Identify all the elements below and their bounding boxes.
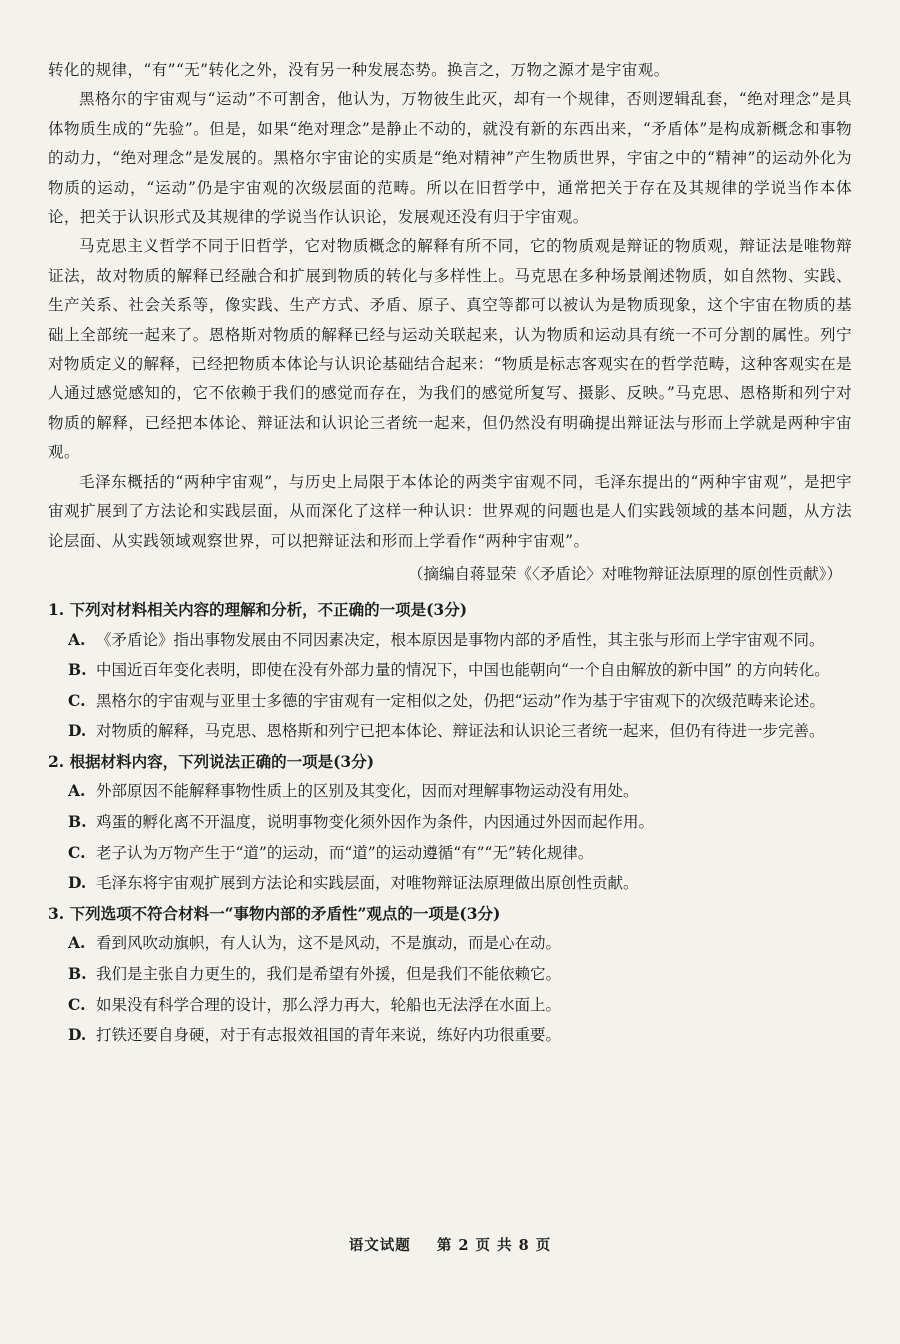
question-1 bbox=[48, 595, 852, 747]
question-2 bbox=[48, 747, 852, 899]
question-list bbox=[48, 595, 852, 1051]
option-text: 对物质的解释，马克思、恩格斯和列宁已把本体论、辩证法和认识论三者统一起来，但仍有待进一步完善。 bbox=[96, 722, 825, 741]
option-text: 打铁还要自身硬，对于有志报效祖国的青年来说，练好内功很重要。 bbox=[96, 1026, 562, 1045]
passage-source: （摘编自蒋显荣《〈矛盾论〉对唯物辩证法原理的原创性贡献》） bbox=[407, 564, 842, 583]
option-text: 老子认为万物产生于“道”的运动，而“道”的运动遵循“有”“无”转化规律。 bbox=[96, 843, 594, 862]
option-text: 鸡蛋的孵化离不开温度，说明事物变化须外因作为条件，内因通过外因而起作用。 bbox=[96, 813, 655, 832]
question-option bbox=[48, 655, 852, 686]
option-letter: C. bbox=[68, 690, 86, 710]
option-letter: A. bbox=[68, 781, 86, 801]
option-text: 《矛盾论》指出事物发展由不同因素决定，根本原因是事物内部的矛盾性，其主张与形而上学宇宙观不同。 bbox=[96, 630, 825, 649]
passage-paragraph: 黑格尔的宇宙观与“运动”不可割舍，他认为，万物彼生此灭，却有一个规律，否则逻辑乱套，“绝对理念”是具体物质生成的“先验”。但是，如果“绝对理念”是静止不动的，就没有新的东西出来，“矛盾体”是构成新概念和事物的动力，“绝对理念”是发展的。黑格尔宇宙论的实质是“绝对精神”产生物质世界，宇宙之中的“精神”的运动外化为物质的运动，“运动”仍是宇宙观的次级层面的范畴。所以在旧哲学中，通常把关于存在及其规律的学说当作本体论，把关于认识形式及其规律的学说当作认识论，发展观还没有归于宇宙观。 bbox=[48, 90, 852, 227]
option-text: 毛泽东将宇宙观扩展到方法论和实践层面，对唯物辩证法原理做出原创性贡献。 bbox=[96, 874, 639, 893]
option-letter: A. bbox=[68, 629, 86, 649]
option-text: 我们是主张自力更生的，我们是希望有外援，但是我们不能依赖它。 bbox=[96, 965, 562, 984]
option-text: 外部原因不能解释事物性质上的区别及其变化，因而对理解事物运动没有用处。 bbox=[96, 782, 639, 801]
question-stem: 1. 下列对材料相关内容的理解和分析，不正确的一项是(3分) bbox=[48, 599, 468, 619]
reading-passage bbox=[48, 56, 852, 589]
option-text: 中国近百年变化表明，即使在没有外部力量的情况下，中国也能朝向“一个自由解放的新中国” 的方向转化。 bbox=[96, 661, 830, 680]
option-letter: D. bbox=[68, 721, 87, 741]
passage-paragraph: 毛泽东概括的“两种宇宙观”，与历史上局限于本体论的两类宇宙观不同，毛泽东提出的“两种宇宙观”，是把宇宙观扩展到了方法论和实践层面，从而深化了这样一种认识：世界观的问题也是人们实践领域的基本问题，从方法论层面、从实践领域观察世界，可以把辩证法和形而上学看作“两种宇宙观”。 bbox=[48, 472, 852, 550]
option-letter: B. bbox=[68, 660, 87, 680]
option-text: 看到风吹动旗帜，有人认为，这不是风动，不是旗动，而是心在动。 bbox=[96, 934, 562, 953]
question-option bbox=[48, 686, 852, 717]
question-option bbox=[48, 990, 852, 1021]
footer-subject: 语文试题 bbox=[348, 1237, 411, 1254]
question-option bbox=[48, 807, 852, 838]
question-option bbox=[48, 868, 852, 899]
passage-paragraph: 转化的规律，“有”“无”转化之外，没有另一种发展态势。换言之，万物之源才是宇宙观。 bbox=[48, 61, 670, 79]
option-letter: B. bbox=[68, 812, 87, 832]
question-option bbox=[48, 776, 852, 807]
option-letter: C. bbox=[68, 842, 86, 862]
option-letter: C. bbox=[68, 994, 86, 1014]
option-letter: B. bbox=[68, 964, 87, 984]
question-option bbox=[48, 928, 852, 959]
question-option bbox=[48, 959, 852, 990]
question-option bbox=[48, 625, 852, 656]
question-option bbox=[48, 1020, 852, 1051]
question-stem: 2. 根据材料内容，下列说法正确的一项是(3分) bbox=[48, 751, 375, 771]
page-footer bbox=[0, 1234, 900, 1255]
option-text: 黑格尔的宇宙观与亚里士多德的宇宙观有一定相似之处，仍把“运动”作为基于宇宙观下的次级范畴来论述。 bbox=[96, 691, 825, 710]
option-letter: D. bbox=[68, 873, 87, 893]
passage-paragraph: 马克思主义哲学不同于旧哲学，它对物质概念的解释有所不同，它的物质观是辩证的物质观，辩证法是唯物辩证法，故对物质的解释已经融合和扩展到物质的转化与多样性上。马克思在多种场景阐述物质，如自然物、实践、生产关系、社会关系等，像实践、生产方式、矛盾、原子、真空等都可以被认为是物质现象，这个宇宙在物质的基础上全部统一起来了。恩格斯对物质的解释已经与运动关联起来，认为物质和运动具有统一不可分割的属性。列宁对物质定义的解释，已经把物质本体论与认识论基础结合起来：“物质是标志客观实在的哲学范畴，这种客观实在是人通过感觉感知的，它不依赖于我们的感觉而存在，为我们的感觉所复写、摄影、反映。”马克思、恩格斯和列宁对物质的解释，已经把本体论、辩证法和认识论三者统一起来，但仍然没有明确提出辩证法与形而上学就是两种宇宙观。 bbox=[48, 237, 852, 462]
question-option bbox=[48, 838, 852, 869]
question-stem: 3. 下列选项不符合材料一“事物内部的矛盾性”观点的一项是(3分) bbox=[48, 903, 501, 923]
option-letter: A. bbox=[68, 933, 86, 953]
option-letter: D. bbox=[68, 1025, 87, 1045]
question-option bbox=[48, 716, 852, 747]
option-text: 如果没有科学合理的设计，那么浮力再大，轮船也无法浮在水面上。 bbox=[96, 995, 562, 1014]
footer-page-number: 第 2 页 共 8 页 bbox=[436, 1237, 552, 1254]
question-3 bbox=[48, 899, 852, 1051]
